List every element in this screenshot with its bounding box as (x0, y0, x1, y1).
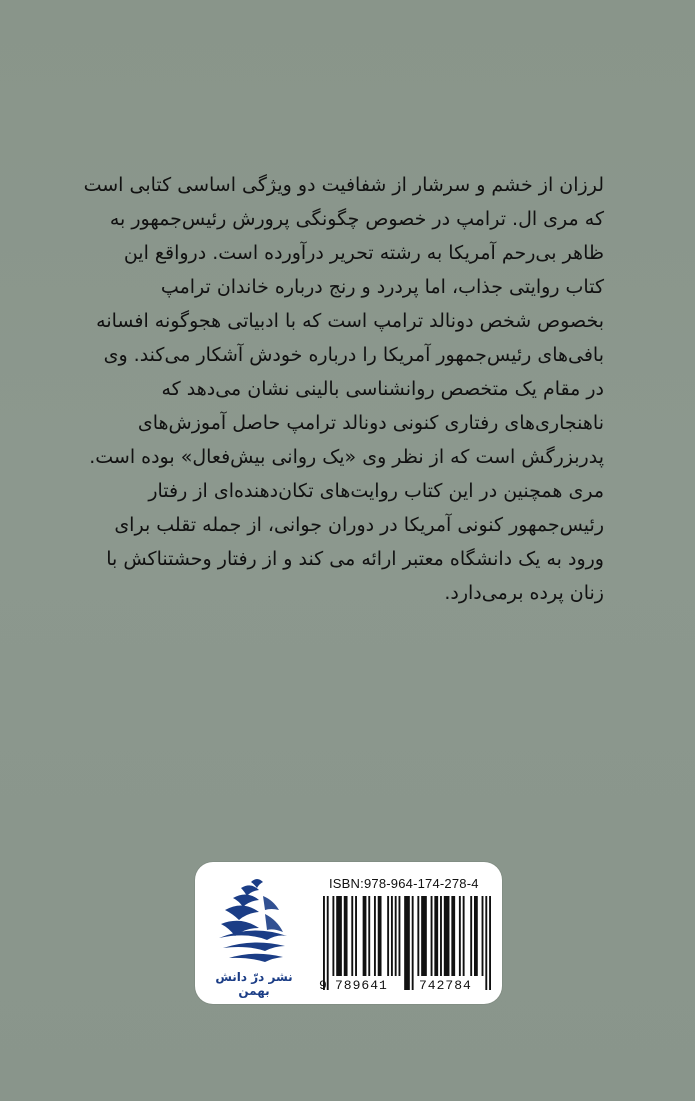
blurb-line: در مقام یک متخصص روانشناسی بالینی نشان می‌دهد که (161, 378, 604, 400)
barcode-bar (374, 896, 376, 976)
barcode-bar (470, 896, 472, 976)
blurb-text (83, 168, 604, 610)
blurb-line: لرزان از خشم و سرشار از شفافیت دو ویژگی اساسی کتابی است (83, 174, 604, 196)
barcode-bar (459, 896, 461, 976)
blurb-line: رئیس‌جمهور کنونی آمریکا در دوران جوانی، از جمله تقلب برای (114, 514, 604, 536)
blurb-line: ظاهر بی‌رحم آمریکا به رشته تحریر درآورده است. درواقع این (123, 242, 604, 264)
blurb-line: پدربزرگش است که از نظر وی «یک روانی بیش‌فعال» بوده است. (89, 446, 604, 468)
barcode-bar (463, 896, 465, 976)
barcode-bar (474, 896, 478, 976)
publisher-name: نشر درّ دانش بهمن (215, 970, 293, 998)
isbn-label-box (195, 862, 502, 1004)
barcode-bar (399, 896, 401, 976)
blurb-line: ورود به یک دانشگاه معتبر ارائه می کند و از رفتار وحشتناکش با (106, 548, 604, 570)
barcode-bar (391, 896, 393, 976)
barcode-bar (431, 896, 433, 976)
barcode-bar (482, 896, 484, 976)
publisher-logo (205, 870, 303, 996)
barcode-first-digit: 9 (319, 978, 327, 993)
barcode-left-digits: 789641 (335, 978, 388, 993)
barcode-bar (387, 896, 389, 976)
barcode-bar (444, 896, 450, 976)
blurb-line: بافی‌های رئیس‌جمهور آمریکا را درباره خودش آشکار می‌کند. وی (103, 344, 604, 366)
blurb-line: زنان پرده برمی‌دارد. (444, 582, 604, 604)
barcode-bar (489, 896, 491, 990)
ship-waves-logo-icon (215, 874, 291, 966)
barcode-bar (440, 896, 442, 976)
isbn-number: ISBN:978-964-174-278-4 (329, 876, 479, 891)
barcode-bar (351, 896, 353, 976)
barcode-bar (417, 896, 419, 976)
barcode-bar (368, 896, 370, 976)
barcode-bar (404, 896, 410, 990)
barcode-bar (412, 896, 414, 990)
barcode-bar (434, 896, 438, 976)
blurb-line: مری همچنین در این کتاب روایت‌های تکان‌دهنده‌ای از رفتار (148, 480, 604, 502)
barcode-bar (327, 896, 329, 990)
barcode-bar (378, 896, 382, 976)
blurb-line: ناهنجاری‌های رفتاری کنونی دونالد ترامپ حاصل آموزش‌های (137, 412, 604, 434)
barcode-bar (344, 896, 348, 976)
barcode-bar (336, 896, 342, 976)
barcode-bar (421, 896, 427, 976)
barcode-bar (355, 896, 357, 976)
blurb-line: کتاب روایتی جذاب، اما پردرد و رنج درباره خاندان ترامپ (160, 276, 604, 298)
barcode-bar (332, 896, 334, 976)
barcode-bar (451, 896, 455, 976)
barcode-bar (323, 896, 325, 990)
barcode-bar (395, 896, 397, 976)
barcode-bar (363, 896, 367, 976)
blurb-line: بخصوص شخص دونالد ترامپ است که با ادبیاتی هجوگونه افسانه (96, 310, 604, 332)
barcode-right-digits: 742784 (419, 978, 472, 993)
blurb-line: که مری ال. ترامپ در خصوص چگونگی پرورش رئیس‌جمهور به (109, 208, 604, 230)
barcode-bar (485, 896, 487, 990)
barcode-icon (323, 896, 491, 990)
